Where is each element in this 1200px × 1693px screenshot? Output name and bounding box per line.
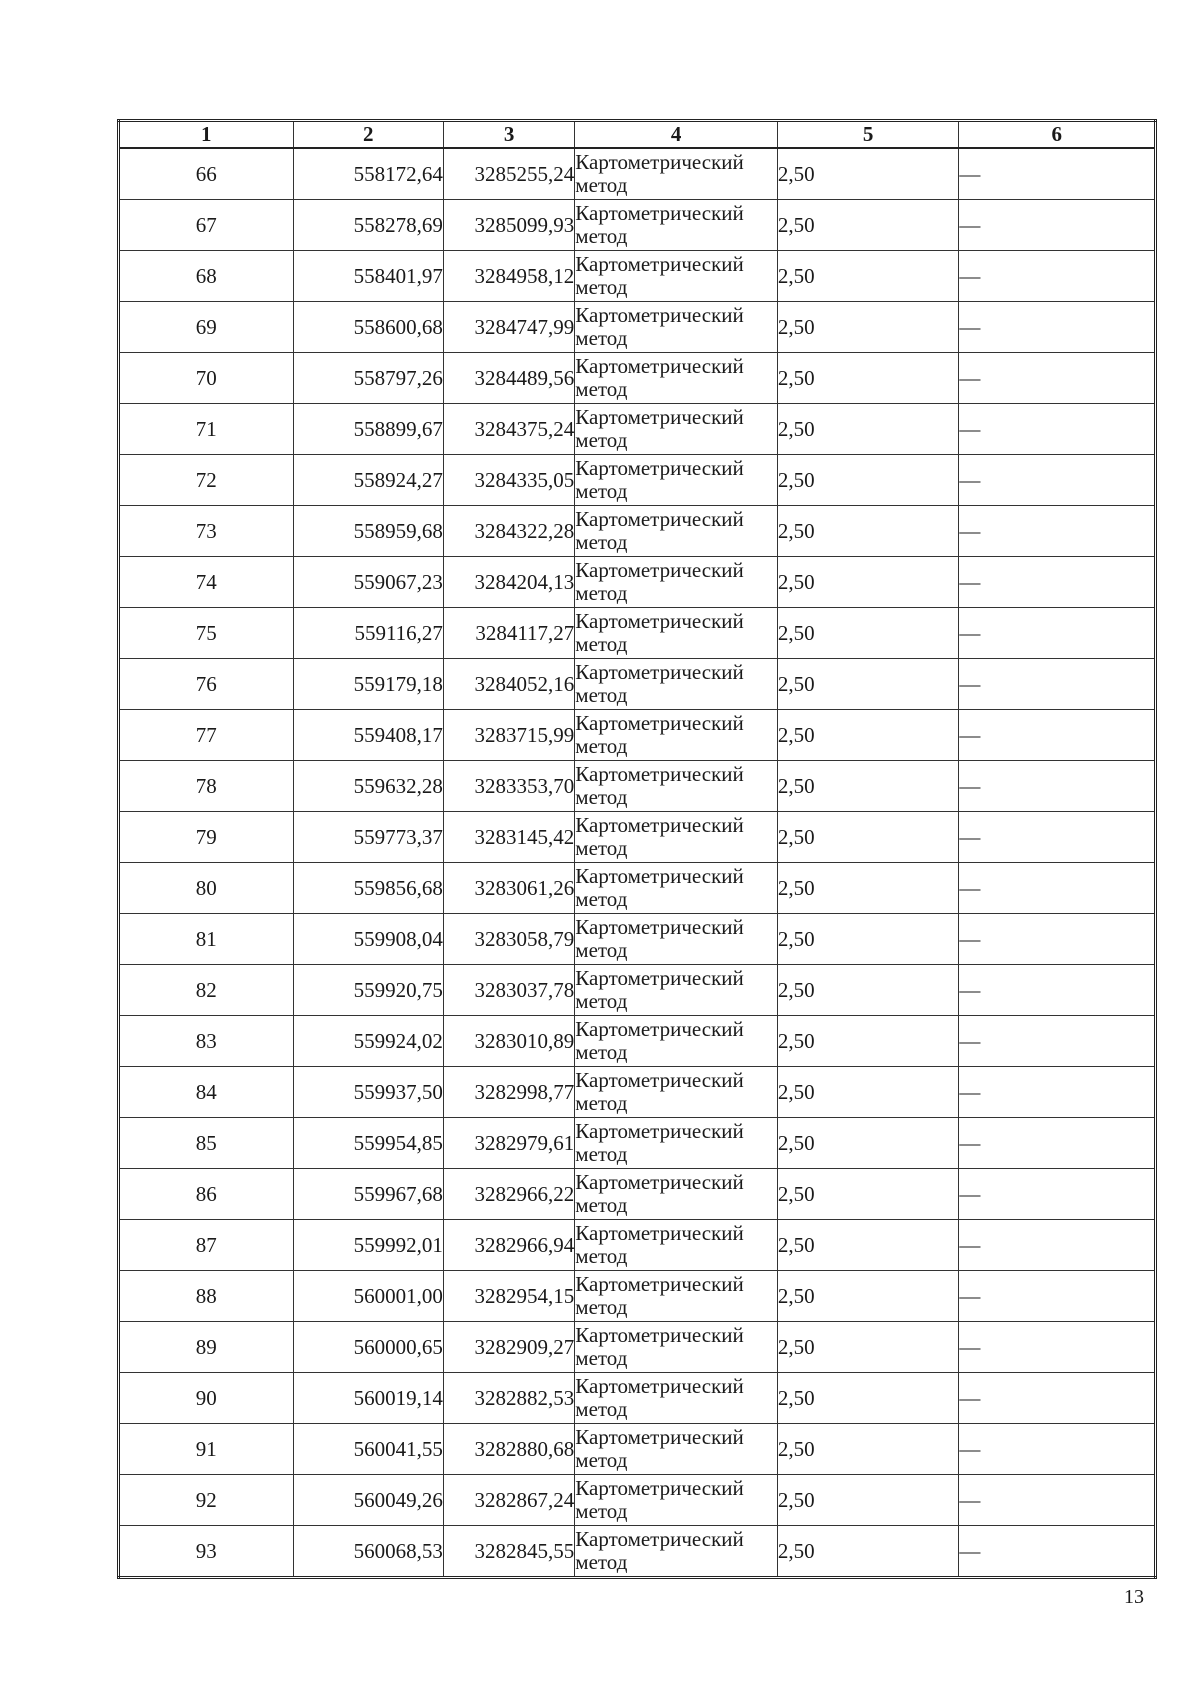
- method-line: метод: [575, 938, 628, 962]
- accuracy-cell: 2,50: [777, 302, 959, 353]
- note-cell: —: [959, 1271, 1156, 1322]
- x-coordinate-cell: 559908,04: [293, 914, 443, 965]
- y-coordinate-cell: 3282979,61: [443, 1118, 574, 1169]
- table-row: [119, 863, 1156, 914]
- table-row: [119, 812, 1156, 863]
- y-coordinate-cell: 3285099,93: [443, 200, 574, 251]
- point-number-cell: 74: [119, 557, 294, 608]
- method-line: Картометрический: [575, 864, 744, 888]
- point-number-cell: 77: [119, 710, 294, 761]
- note-cell: —: [959, 506, 1156, 557]
- method-line: Картометрический: [575, 711, 744, 735]
- method-line: Картометрический: [575, 1323, 744, 1347]
- method-line: метод: [575, 1550, 628, 1574]
- method-cell: [575, 506, 778, 557]
- x-coordinate-cell: 559856,68: [293, 863, 443, 914]
- accuracy-cell: 2,50: [777, 863, 959, 914]
- y-coordinate-cell: 3282845,55: [443, 1526, 574, 1578]
- point-number-cell: 73: [119, 506, 294, 557]
- method-line: Картометрический: [575, 813, 744, 837]
- point-number-cell: 71: [119, 404, 294, 455]
- method-cell: [575, 761, 778, 812]
- accuracy-cell: 2,50: [777, 455, 959, 506]
- table-row: [119, 557, 1156, 608]
- method-cell: [575, 1322, 778, 1373]
- x-coordinate-cell: 560049,26: [293, 1475, 443, 1526]
- header-cell: 6: [959, 121, 1156, 149]
- accuracy-cell: 2,50: [777, 1322, 959, 1373]
- accuracy-cell: 2,50: [777, 761, 959, 812]
- method-cell: [575, 608, 778, 659]
- point-number-cell: 76: [119, 659, 294, 710]
- accuracy-cell: 2,50: [777, 1475, 959, 1526]
- y-coordinate-cell: 3282867,24: [443, 1475, 574, 1526]
- method-cell: [575, 1475, 778, 1526]
- point-number-cell: 85: [119, 1118, 294, 1169]
- note-cell: —: [959, 455, 1156, 506]
- method-line: метод: [575, 836, 628, 860]
- method-line: Картометрический: [575, 150, 744, 174]
- y-coordinate-cell: 3282966,22: [443, 1169, 574, 1220]
- method-line: Картометрический: [575, 252, 744, 276]
- method-cell: [575, 1220, 778, 1271]
- method-cell: [575, 914, 778, 965]
- table-row: [119, 761, 1156, 812]
- y-coordinate-cell: 3282954,15: [443, 1271, 574, 1322]
- accuracy-cell: 2,50: [777, 353, 959, 404]
- table-body: [119, 148, 1156, 1578]
- method-line: Картометрический: [575, 762, 744, 786]
- y-coordinate-cell: 3282882,53: [443, 1373, 574, 1424]
- table-row: [119, 659, 1156, 710]
- method-cell: [575, 404, 778, 455]
- x-coordinate-cell: 559067,23: [293, 557, 443, 608]
- point-number-cell: 68: [119, 251, 294, 302]
- table-row: [119, 1475, 1156, 1526]
- method-line: Картометрический: [575, 1170, 744, 1194]
- x-coordinate-cell: 558172,64: [293, 148, 443, 200]
- note-cell: —: [959, 659, 1156, 710]
- note-cell: —: [959, 1526, 1156, 1578]
- method-line: метод: [575, 581, 628, 605]
- method-line: Картометрический: [575, 1476, 744, 1500]
- header-cell: 2: [293, 121, 443, 149]
- accuracy-cell: 2,50: [777, 506, 959, 557]
- page-number: 13: [1124, 1586, 1144, 1608]
- point-number-cell: 79: [119, 812, 294, 863]
- table-row: [119, 200, 1156, 251]
- point-number-cell: 83: [119, 1016, 294, 1067]
- method-line: метод: [575, 734, 628, 758]
- method-line: метод: [575, 683, 628, 707]
- y-coordinate-cell: 3282998,77: [443, 1067, 574, 1118]
- note-cell: —: [959, 1322, 1156, 1373]
- accuracy-cell: 2,50: [777, 608, 959, 659]
- method-line: Картометрический: [575, 1425, 744, 1449]
- accuracy-cell: 2,50: [777, 1016, 959, 1067]
- table-row: [119, 506, 1156, 557]
- accuracy-cell: 2,50: [777, 965, 959, 1016]
- y-coordinate-cell: 3284747,99: [443, 302, 574, 353]
- note-cell: —: [959, 557, 1156, 608]
- table-row: [119, 914, 1156, 965]
- method-line: метод: [575, 1193, 628, 1217]
- y-coordinate-cell: 3284489,56: [443, 353, 574, 404]
- x-coordinate-cell: 560019,14: [293, 1373, 443, 1424]
- note-cell: —: [959, 863, 1156, 914]
- header-cell: 4: [575, 121, 778, 149]
- point-number-cell: 93: [119, 1526, 294, 1578]
- x-coordinate-cell: 558797,26: [293, 353, 443, 404]
- note-cell: —: [959, 1373, 1156, 1424]
- method-line: Картометрический: [575, 915, 744, 939]
- method-line: метод: [575, 785, 628, 809]
- y-coordinate-cell: 3282880,68: [443, 1424, 574, 1475]
- point-number-cell: 72: [119, 455, 294, 506]
- point-number-cell: 89: [119, 1322, 294, 1373]
- method-line: метод: [575, 1448, 628, 1472]
- table-row: [119, 1271, 1156, 1322]
- accuracy-cell: 2,50: [777, 1424, 959, 1475]
- method-line: Картометрический: [575, 456, 744, 480]
- method-cell: [575, 1016, 778, 1067]
- table-row: [119, 148, 1156, 200]
- method-line: Картометрический: [575, 201, 744, 225]
- y-coordinate-cell: 3284052,16: [443, 659, 574, 710]
- y-coordinate-cell: 3283353,70: [443, 761, 574, 812]
- point-number-cell: 88: [119, 1271, 294, 1322]
- table-row: [119, 455, 1156, 506]
- point-number-cell: 87: [119, 1220, 294, 1271]
- point-number-cell: 69: [119, 302, 294, 353]
- accuracy-cell: 2,50: [777, 148, 959, 200]
- method-line: Картометрический: [575, 1119, 744, 1143]
- accuracy-cell: 2,50: [777, 1118, 959, 1169]
- point-number-cell: 82: [119, 965, 294, 1016]
- table-row: [119, 1373, 1156, 1424]
- method-line: метод: [575, 1142, 628, 1166]
- x-coordinate-cell: 559632,28: [293, 761, 443, 812]
- method-line: Картометрический: [575, 1068, 744, 1092]
- method-line: метод: [575, 1040, 628, 1064]
- method-line: Картометрический: [575, 966, 744, 990]
- method-cell: [575, 251, 778, 302]
- method-line: метод: [575, 632, 628, 656]
- method-line: метод: [575, 224, 628, 248]
- method-line: Картометрический: [575, 1221, 744, 1245]
- x-coordinate-cell: 560068,53: [293, 1526, 443, 1578]
- method-cell: [575, 965, 778, 1016]
- x-coordinate-cell: 558278,69: [293, 200, 443, 251]
- method-cell: [575, 1067, 778, 1118]
- table-row: [119, 965, 1156, 1016]
- method-cell: [575, 812, 778, 863]
- table-row: [119, 353, 1156, 404]
- table-row: [119, 1067, 1156, 1118]
- y-coordinate-cell: 3284204,13: [443, 557, 574, 608]
- y-coordinate-cell: 3283058,79: [443, 914, 574, 965]
- accuracy-cell: 2,50: [777, 710, 959, 761]
- header-cell: 5: [777, 121, 959, 149]
- method-cell: [575, 353, 778, 404]
- note-cell: —: [959, 965, 1156, 1016]
- y-coordinate-cell: 3284322,28: [443, 506, 574, 557]
- x-coordinate-cell: 559967,68: [293, 1169, 443, 1220]
- header-cell: 1: [119, 121, 294, 149]
- point-number-cell: 80: [119, 863, 294, 914]
- table-row: [119, 404, 1156, 455]
- accuracy-cell: 2,50: [777, 1067, 959, 1118]
- method-cell: [575, 1526, 778, 1578]
- method-line: Картометрический: [575, 1527, 744, 1551]
- point-number-cell: 67: [119, 200, 294, 251]
- method-line: метод: [575, 530, 628, 554]
- header-row: [119, 121, 1156, 149]
- method-line: Картометрический: [575, 354, 744, 378]
- point-number-cell: 86: [119, 1169, 294, 1220]
- accuracy-cell: 2,50: [777, 914, 959, 965]
- x-coordinate-cell: 558401,97: [293, 251, 443, 302]
- method-line: метод: [575, 173, 628, 197]
- x-coordinate-cell: 559116,27: [293, 608, 443, 659]
- note-cell: —: [959, 1220, 1156, 1271]
- method-cell: [575, 659, 778, 710]
- method-line: метод: [575, 1397, 628, 1421]
- accuracy-cell: 2,50: [777, 1373, 959, 1424]
- method-line: Картометрический: [575, 609, 744, 633]
- method-line: метод: [575, 326, 628, 350]
- x-coordinate-cell: 558924,27: [293, 455, 443, 506]
- note-cell: —: [959, 1118, 1156, 1169]
- method-line: метод: [575, 377, 628, 401]
- method-cell: [575, 1169, 778, 1220]
- y-coordinate-cell: 3282966,94: [443, 1220, 574, 1271]
- method-line: Картометрический: [575, 405, 744, 429]
- x-coordinate-cell: 560041,55: [293, 1424, 443, 1475]
- point-number-cell: 84: [119, 1067, 294, 1118]
- table-row: [119, 251, 1156, 302]
- method-cell: [575, 148, 778, 200]
- method-line: метод: [575, 1346, 628, 1370]
- method-line: Картометрический: [575, 660, 744, 684]
- accuracy-cell: 2,50: [777, 1271, 959, 1322]
- x-coordinate-cell: 560001,00: [293, 1271, 443, 1322]
- method-line: метод: [575, 428, 628, 452]
- note-cell: —: [959, 1169, 1156, 1220]
- x-coordinate-cell: 559408,17: [293, 710, 443, 761]
- method-line: Картометрический: [575, 558, 744, 582]
- note-cell: —: [959, 251, 1156, 302]
- x-coordinate-cell: 559179,18: [293, 659, 443, 710]
- y-coordinate-cell: 3283715,99: [443, 710, 574, 761]
- x-coordinate-cell: 559773,37: [293, 812, 443, 863]
- y-coordinate-cell: 3283037,78: [443, 965, 574, 1016]
- note-cell: —: [959, 200, 1156, 251]
- note-cell: —: [959, 761, 1156, 812]
- note-cell: —: [959, 608, 1156, 659]
- table-row: [119, 302, 1156, 353]
- y-coordinate-cell: 3284117,27: [443, 608, 574, 659]
- y-coordinate-cell: 3284375,24: [443, 404, 574, 455]
- method-line: Картометрический: [575, 507, 744, 531]
- note-cell: —: [959, 1475, 1156, 1526]
- point-number-cell: 90: [119, 1373, 294, 1424]
- method-cell: [575, 1271, 778, 1322]
- method-line: метод: [575, 479, 628, 503]
- point-number-cell: 66: [119, 148, 294, 200]
- note-cell: —: [959, 1424, 1156, 1475]
- point-number-cell: 70: [119, 353, 294, 404]
- table-header: [119, 121, 1156, 149]
- note-cell: —: [959, 1016, 1156, 1067]
- method-cell: [575, 1118, 778, 1169]
- method-line: метод: [575, 887, 628, 911]
- method-line: Картометрический: [575, 1272, 744, 1296]
- table-row: [119, 1169, 1156, 1220]
- table-row: [119, 1118, 1156, 1169]
- method-cell: [575, 1373, 778, 1424]
- method-cell: [575, 557, 778, 608]
- accuracy-cell: 2,50: [777, 251, 959, 302]
- y-coordinate-cell: 3283061,26: [443, 863, 574, 914]
- y-coordinate-cell: 3282909,27: [443, 1322, 574, 1373]
- method-cell: [575, 455, 778, 506]
- method-line: метод: [575, 1244, 628, 1268]
- method-line: метод: [575, 1295, 628, 1319]
- y-coordinate-cell: 3284958,12: [443, 251, 574, 302]
- table-row: [119, 1526, 1156, 1578]
- note-cell: —: [959, 353, 1156, 404]
- header-cell: 3: [443, 121, 574, 149]
- accuracy-cell: 2,50: [777, 812, 959, 863]
- method-cell: [575, 710, 778, 761]
- note-cell: —: [959, 404, 1156, 455]
- table-row: [119, 1016, 1156, 1067]
- accuracy-cell: 2,50: [777, 1169, 959, 1220]
- table-row: [119, 710, 1156, 761]
- point-number-cell: 92: [119, 1475, 294, 1526]
- accuracy-cell: 2,50: [777, 557, 959, 608]
- point-number-cell: 75: [119, 608, 294, 659]
- x-coordinate-cell: 558959,68: [293, 506, 443, 557]
- accuracy-cell: 2,50: [777, 1220, 959, 1271]
- accuracy-cell: 2,50: [777, 659, 959, 710]
- note-cell: —: [959, 914, 1156, 965]
- note-cell: —: [959, 148, 1156, 200]
- method-line: Картометрический: [575, 303, 744, 327]
- method-line: Картометрический: [575, 1017, 744, 1041]
- method-cell: [575, 302, 778, 353]
- method-cell: [575, 1424, 778, 1475]
- x-coordinate-cell: 559954,85: [293, 1118, 443, 1169]
- x-coordinate-cell: 558600,68: [293, 302, 443, 353]
- table-row: [119, 1322, 1156, 1373]
- y-coordinate-cell: 3284335,05: [443, 455, 574, 506]
- y-coordinate-cell: 3285255,24: [443, 148, 574, 200]
- note-cell: —: [959, 812, 1156, 863]
- note-cell: —: [959, 1067, 1156, 1118]
- note-cell: —: [959, 302, 1156, 353]
- method-line: метод: [575, 1499, 628, 1523]
- point-number-cell: 81: [119, 914, 294, 965]
- coordinates-table: [117, 119, 1157, 1579]
- note-cell: —: [959, 710, 1156, 761]
- x-coordinate-cell: 558899,67: [293, 404, 443, 455]
- method-line: метод: [575, 1091, 628, 1115]
- method-line: метод: [575, 275, 628, 299]
- x-coordinate-cell: 560000,65: [293, 1322, 443, 1373]
- table-row: [119, 1424, 1156, 1475]
- x-coordinate-cell: 559992,01: [293, 1220, 443, 1271]
- method-line: Картометрический: [575, 1374, 744, 1398]
- x-coordinate-cell: 559937,50: [293, 1067, 443, 1118]
- accuracy-cell: 2,50: [777, 404, 959, 455]
- method-cell: [575, 863, 778, 914]
- accuracy-cell: 2,50: [777, 1526, 959, 1578]
- point-number-cell: 78: [119, 761, 294, 812]
- method-cell: [575, 200, 778, 251]
- x-coordinate-cell: 559924,02: [293, 1016, 443, 1067]
- y-coordinate-cell: 3283010,89: [443, 1016, 574, 1067]
- method-line: метод: [575, 989, 628, 1013]
- table-row: [119, 1220, 1156, 1271]
- y-coordinate-cell: 3283145,42: [443, 812, 574, 863]
- accuracy-cell: 2,50: [777, 200, 959, 251]
- point-number-cell: 91: [119, 1424, 294, 1475]
- table-row: [119, 608, 1156, 659]
- x-coordinate-cell: 559920,75: [293, 965, 443, 1016]
